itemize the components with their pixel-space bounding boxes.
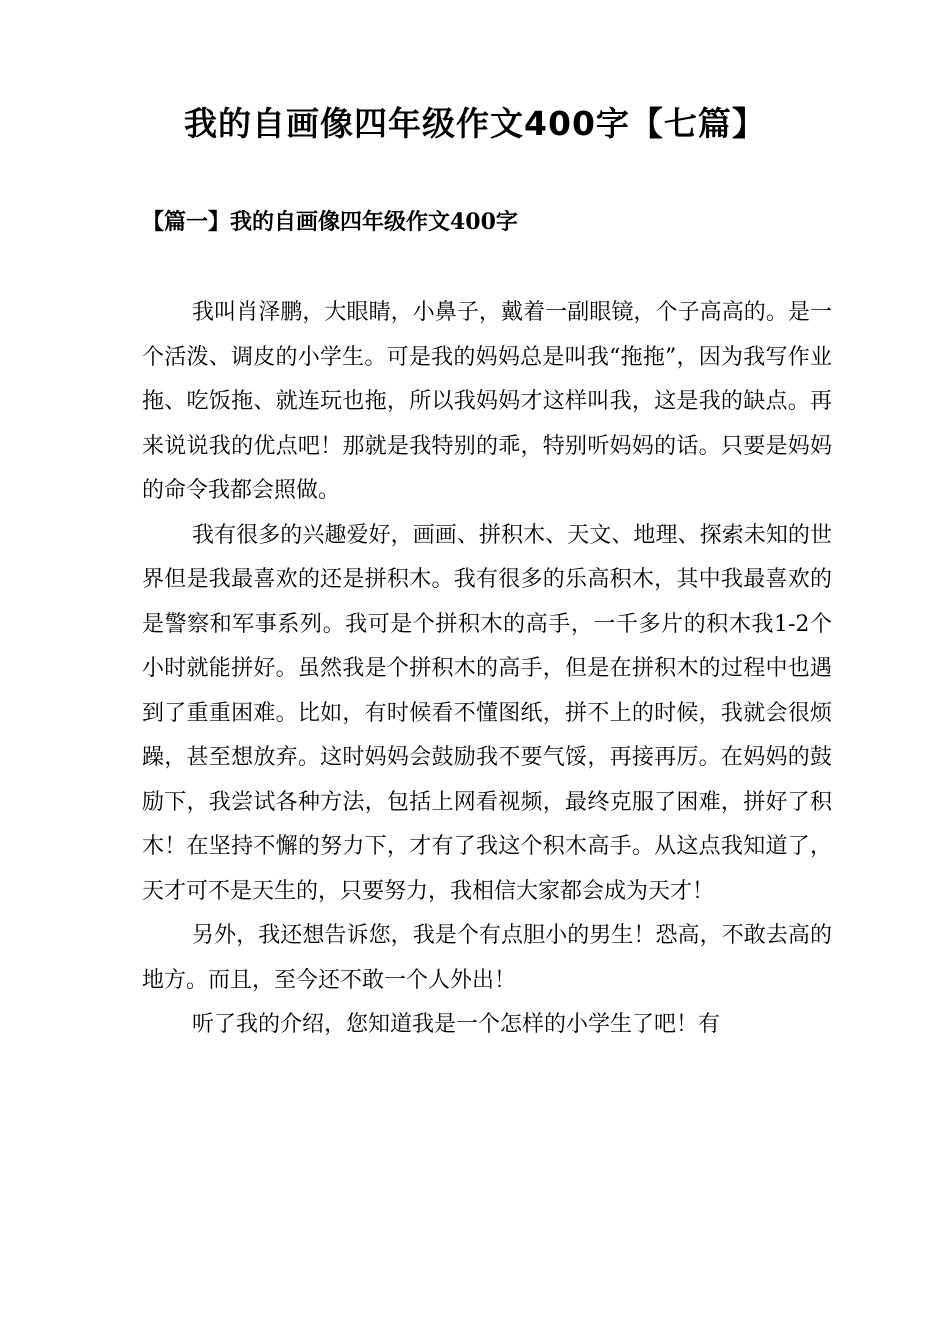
document-title: 我的自画像四年级作文400字【七篇】 — [184, 104, 766, 143]
paragraph-3: 另外，我还想告诉您，我是个有点胆小的男生！恐高，不敢去高的地方。而且，至今还不敢一个人外出！ — [142, 923, 832, 993]
paragraph-1: 我叫肖泽鹏，大眼睛，小鼻子，戴着一副眼镜，个子高高的。是一个活泼、调皮的小学生。可是我的妈妈总是叫我“拖拖”，因为我写作业拖、吃饭拖、就连玩也拖，所以我妈妈才这样叫我，这是我的缺点。再来说说我的优点吧！那就是我特别的乖，特别听妈妈的话。只要是妈妈的命令我都会照做。 — [142, 300, 832, 503]
paragraph-2: 我有很多的兴趣爱好，画画、拼积木、天文、地理、探索未知的世界但是我最喜欢的还是拼积木。我有很多的乐高积木，其中我最喜欢的是警察和军事系列。我可是个拼积木的高手，一千多片的积木我1-2个小时就能拼好。虽然我是个拼积木的高手，但是在拼积木的过程中也遇到了重重困难。比如，有时候看不懂图纸，拼不上的时候，我就会很烦躁，甚至想放弃。这时妈妈会鼓励我不要气馁，再接再厉。在妈妈的鼓励下，我尝试各种方法，包括上网看视频，最终克服了困难，拼好了积木！在坚持不懈的努力下，才有了我这个积木高手。从这点我知道了，天才可不是天生的，只要努力，我相信大家都会成为天才！ — [142, 522, 832, 904]
essay-body — [142, 291, 832, 1048]
section-heading: 【篇一】我的自画像四年级作文400字 — [142, 209, 518, 235]
paragraph-4: 听了我的介绍，您知道我是一个怎样的小学生了吧！有 — [192, 1012, 721, 1037]
